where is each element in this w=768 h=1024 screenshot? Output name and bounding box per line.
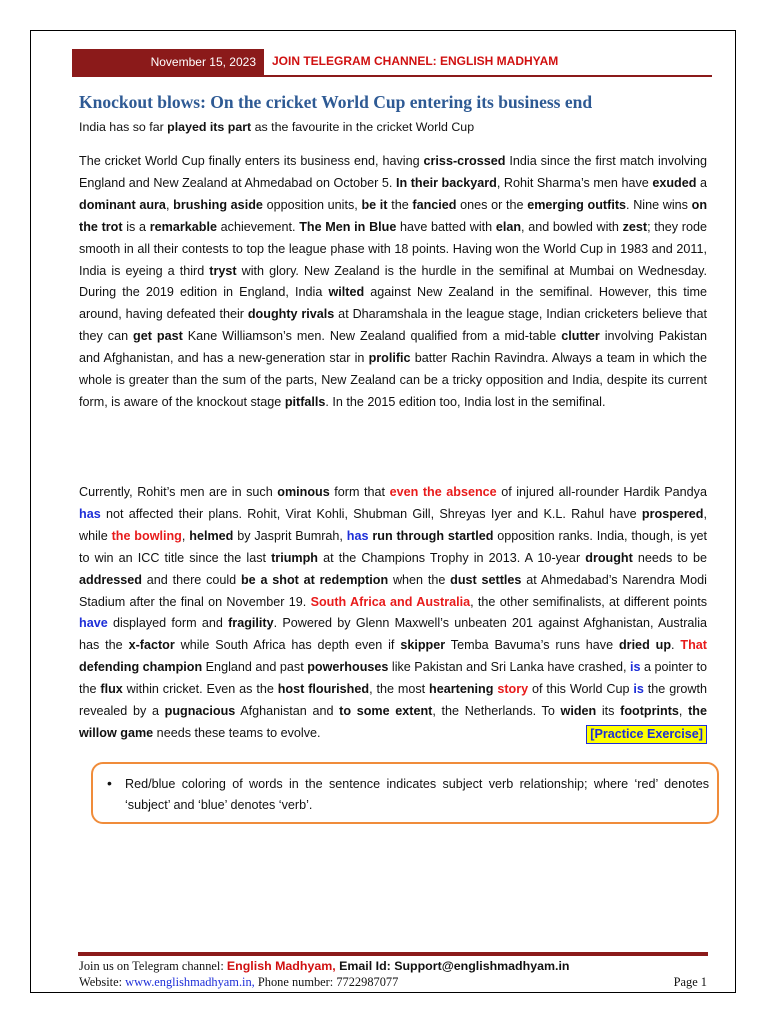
bold-term: clutter xyxy=(561,329,600,344)
bold-term: powerhouses xyxy=(307,660,389,675)
text-run: needs to be xyxy=(632,550,707,565)
subtitle-bold: played its part xyxy=(167,120,252,134)
bold-term: triumph xyxy=(271,550,318,565)
text-run: by Jasprit Bumrah, xyxy=(233,528,347,543)
bold-term: elan xyxy=(495,219,522,234)
bold-term: helmed xyxy=(189,528,234,543)
bold-term: fancied xyxy=(412,197,457,212)
subtitle-pre: India has so far xyxy=(79,120,168,134)
bold-term: host flourished xyxy=(277,682,370,697)
bold-term: defending champion xyxy=(79,660,203,675)
footer-divider xyxy=(78,952,708,956)
article-title: Knockout blows: On the cricket World Cup entering its business end xyxy=(79,92,593,112)
bold-term: skipper xyxy=(400,638,446,653)
practice-exercise-link[interactable]: [Practice Exercise] xyxy=(586,725,707,744)
text-run: form that xyxy=(329,485,390,499)
footer-line-1 xyxy=(79,959,707,974)
note-text: Red/blue coloring of words in the sentence indicates subject verb relationship; where ‘red’ denotes ‘subject’ and ‘blue’ denotes ‘verb’. xyxy=(125,777,709,812)
bold-term: emerging outfits xyxy=(527,197,627,212)
footer-email: Email Id: Support@englishmadhyam.in xyxy=(335,959,570,973)
bold-term: the willow game xyxy=(79,704,707,740)
footer-website-link[interactable]: www.englishmadhyam.in, xyxy=(125,975,255,989)
text-run: batter Rachin Ravindra. Always a team in which the whole is greater than the sum of the parts, New Zealand can be a tricky opposition and India, despite its current form, is aware of the knockout stage xyxy=(79,351,708,409)
text-run: against New Zealand in the semifinal. However, this time around, having defeated their xyxy=(79,285,707,322)
bold-term: wilted xyxy=(328,285,365,300)
bold-term: x-factor xyxy=(128,638,175,653)
text-run: its xyxy=(596,704,621,719)
subtitle-post: as the favourite in the cricket World Cup xyxy=(251,120,475,134)
text-run: the growth revealed by a xyxy=(79,682,708,719)
text-run: of this World Cup xyxy=(528,682,634,697)
bold-term: The Men in Blue xyxy=(299,219,397,234)
bold-term: ominous xyxy=(277,485,330,499)
bullet-icon: • xyxy=(107,775,112,791)
verb-term: is xyxy=(629,660,641,675)
text-run: when the xyxy=(388,572,451,587)
bold-term: footprints xyxy=(620,704,679,719)
bold-term: widen xyxy=(560,704,597,719)
bold-term: drought xyxy=(585,550,633,565)
subject-term: story xyxy=(497,682,529,697)
text-run: at the Champions Trophy in 2013. A 10-year xyxy=(317,550,586,565)
page-header xyxy=(72,49,712,77)
bold-term: exuded xyxy=(652,175,697,190)
text-run: like Pakistan and Sri Lanka have crashed, xyxy=(388,660,630,675)
text-run: . Nine wins xyxy=(626,197,692,212)
page-number: Page 1 xyxy=(673,975,707,989)
footer-channel-name: English Madhyam, xyxy=(226,959,336,973)
text-run: a pointer to the xyxy=(79,660,708,697)
bold-term: addressed xyxy=(79,572,142,587)
text-run: have batted with xyxy=(396,219,496,234)
text-run: , the most xyxy=(369,682,430,697)
text-run: is a xyxy=(122,219,150,234)
text-run: , Rohit Sharma’s men have xyxy=(496,175,653,190)
verb-term: has xyxy=(79,506,101,521)
footer-telegram-prefix: Join us on Telegram channel: xyxy=(79,959,227,973)
text-run: The cricket World Cup finally enters its business end, having xyxy=(79,154,424,168)
note-box xyxy=(91,762,719,824)
text-run: ; they rode smooth in all their contests to top the league phase with 18 points. Having won the World Cup in 1983 and 2011, India is eyeing a third xyxy=(79,219,707,278)
text-run: displayed form and xyxy=(107,616,229,631)
subject-term: That xyxy=(680,638,708,653)
telegram-banner: JOIN TELEGRAM CHANNEL: ENGLISH MADHYAM xyxy=(272,54,559,68)
bold-term: brushing aside xyxy=(173,197,263,212)
bold-term: be it xyxy=(361,197,388,212)
header-date: November 15, 2023 xyxy=(72,49,264,75)
footer-website-prefix: Website: xyxy=(79,975,126,989)
verb-term: is xyxy=(633,682,644,697)
verb-term: have xyxy=(79,616,108,631)
text-run: of injured all-rounder Hardik Pandya xyxy=(496,485,707,499)
bold-term: prospered xyxy=(641,506,704,521)
text-run: with glory. New Zealand is the hurdle in the semifinal at Mumbai on Wednesday. During the 2019 edition in England, India xyxy=(79,263,708,300)
text-run: at Ahmedabad’s Narendra Modi Stadium after the final on November 19. xyxy=(79,572,707,609)
bold-term: zest xyxy=(622,219,648,234)
text-run: the xyxy=(387,197,413,212)
text-run: within cricket. Even as the xyxy=(122,682,278,697)
bold-term: get past xyxy=(133,329,183,344)
bold-term: pitfalls xyxy=(284,394,326,409)
footer-phone: Phone number: 7722987077 xyxy=(254,975,399,989)
text-run: not affected their plans. Rohit, Virat Kohli, Shubman Gill, Shreyas Iyer and K.L. Rahul have xyxy=(100,506,642,521)
text-run: ones or the xyxy=(456,197,528,212)
subject-term: the bowling xyxy=(111,528,182,543)
bold-term: to some extent xyxy=(339,704,433,719)
subject-term: even the absence xyxy=(389,485,497,499)
text-run: Kane Williamson’s men. New Zealand qualified from a mid-table xyxy=(182,329,562,344)
text-run: India since the first match involving England and New Zealand at Ahmedabad on October 5. xyxy=(79,154,707,190)
text-run: opposition units, xyxy=(262,197,362,212)
bold-term: dried up xyxy=(618,638,672,653)
text-run: , xyxy=(181,528,190,543)
text-run: England and past xyxy=(202,660,308,675)
bold-term: be a shot at redemption xyxy=(240,572,389,587)
text-run: and there could xyxy=(142,572,241,587)
text-run: , the other semifinalists, at different points xyxy=(470,594,707,609)
text-run: , and bowled with xyxy=(521,219,623,234)
bold-term: criss-crossed xyxy=(423,154,506,168)
paragraph-2 xyxy=(79,482,707,745)
text-run: needs these teams to evolve. xyxy=(153,725,321,740)
text-run: involving Pakistan and Afghanistan, and has a new-generation star in xyxy=(79,329,707,366)
subject-term: South Africa and Australia xyxy=(310,594,471,609)
text-run: , xyxy=(678,704,689,719)
bold-term: run through startled xyxy=(372,528,494,543)
text-run: . xyxy=(671,638,681,653)
text-run: , while xyxy=(79,506,707,543)
text-run: at Dharamshala in the league stage, Indian cricketers believe that they can xyxy=(79,307,708,344)
bold-term: heartening xyxy=(429,682,494,697)
text-run: Temba Bavuma’s runs have xyxy=(445,638,619,653)
text-run: , the Netherlands. To xyxy=(432,704,561,719)
text-run: . Powered by Glenn Maxwell’s unbeaten 201 against Afghanistan, Australia has the xyxy=(79,616,707,653)
bold-term: remarkable xyxy=(149,219,217,234)
bold-term: fragility xyxy=(228,616,274,631)
text-run: . In the 2015 edition too, India lost in the semifinal. xyxy=(325,394,606,409)
text-run: a xyxy=(696,175,707,190)
text-run: opposition ranks. India, though, is yet to win an ICC title since the last xyxy=(79,528,707,565)
bold-term: In their backyard xyxy=(395,175,497,190)
bold-term: flux xyxy=(100,682,123,697)
text-run: Afghanistan and xyxy=(235,704,340,719)
bold-term: prolific xyxy=(368,351,411,366)
bold-term: doughty rivals xyxy=(247,307,335,322)
paragraph-1 xyxy=(79,151,707,414)
bold-term: tryst xyxy=(209,263,237,278)
footer-line-2 xyxy=(79,975,707,990)
bold-term: on the trot xyxy=(79,197,708,234)
text-run: while South Africa has depth even if xyxy=(174,638,401,653)
text-run: achievement. xyxy=(216,219,300,234)
verb-term: has xyxy=(346,528,369,543)
article-subtitle xyxy=(79,120,474,134)
bold-term: dominant aura xyxy=(79,197,166,212)
text-run: , xyxy=(165,197,174,212)
bold-term: pugnacious xyxy=(164,704,236,719)
text-run: Currently, Rohit’s men are in such xyxy=(79,485,278,499)
bold-term: dust settles xyxy=(450,572,522,587)
